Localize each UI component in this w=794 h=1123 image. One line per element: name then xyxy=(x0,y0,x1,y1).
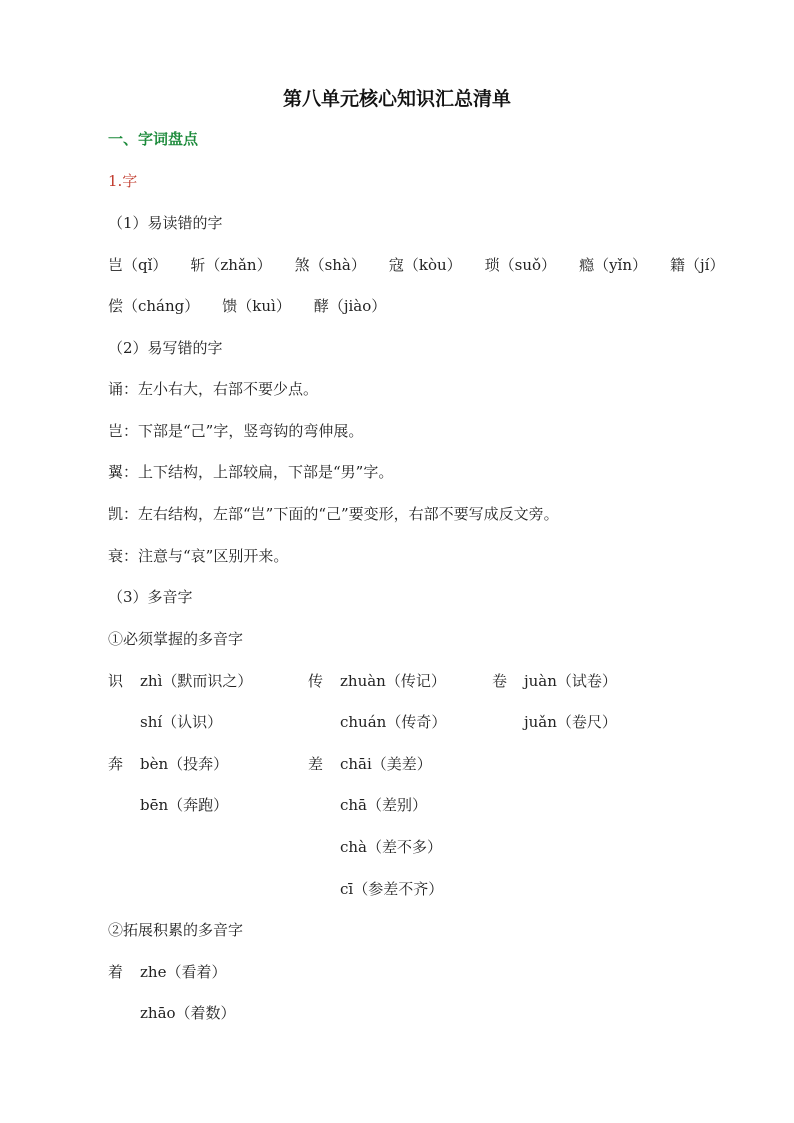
poly-reading: zhì（默而识之） xyxy=(140,672,253,690)
easy-write-note: 翼：上下结构，上部较扁，下部是“男”字。 xyxy=(108,463,394,481)
word-item: 偿（cháng） xyxy=(108,297,200,315)
part-heading-polyphonic: （3）多音字 xyxy=(108,588,193,606)
poly-reading: chā（差别） xyxy=(340,796,428,814)
part-heading-easy-read: （1）易读错的字 xyxy=(108,214,223,232)
poly-char: 识 xyxy=(108,672,124,690)
poly-reading: zhāo（着数） xyxy=(140,1004,236,1022)
easy-read-row-1 xyxy=(108,254,724,275)
extend-heading: ②拓展积累的多音字 xyxy=(108,921,244,939)
word-item: 斩（zhǎn） xyxy=(190,256,272,274)
must-know-heading: ①必须掌握的多音字 xyxy=(108,630,244,648)
word-item: 煞（shà） xyxy=(294,256,366,274)
word-item: 琐（suǒ） xyxy=(484,256,557,274)
word-item: 馈（kuì） xyxy=(222,297,291,315)
poly-char: 着 xyxy=(108,963,124,981)
poly-reading: bēn（奔跑） xyxy=(140,796,229,814)
poly-char: 卷 xyxy=(492,672,508,690)
easy-write-note: 诵：左小右大，右部不要少点。 xyxy=(108,380,319,398)
word-item: 酵（jiào） xyxy=(313,297,387,315)
page-title: 第八单元核心知识汇总清单 xyxy=(282,88,511,110)
poly-reading: shí（认识） xyxy=(140,713,223,731)
poly-reading: juàn（试卷） xyxy=(524,672,617,690)
word-item: 寇（kòu） xyxy=(388,256,462,274)
section-heading-words: 一、字词盘点 xyxy=(108,130,199,148)
poly-reading: zhe（看着） xyxy=(140,963,227,981)
poly-reading: chāi（美差） xyxy=(340,755,432,773)
poly-char: 传 xyxy=(308,672,324,690)
easy-write-note: 衰：注意与“哀”区别开来。 xyxy=(108,547,289,565)
part-heading-easy-write: （2）易写错的字 xyxy=(108,339,223,357)
poly-char: 奔 xyxy=(108,755,124,773)
poly-reading: zhuàn（传记） xyxy=(340,672,446,690)
poly-reading: juǎn（卷尺） xyxy=(524,713,617,731)
word-item: 岂（qǐ） xyxy=(108,256,168,274)
subsection-heading-characters: 1.字 xyxy=(108,172,138,190)
easy-read-row-2 xyxy=(108,295,409,316)
word-item: 瘾（yǐn） xyxy=(579,256,647,274)
poly-reading: bèn（投奔） xyxy=(140,755,229,773)
word-item: 籍（jí） xyxy=(670,256,725,274)
easy-write-note: 凯：左右结构，左部“岂”下面的“己”要变形，右部不要写成反文旁。 xyxy=(108,505,559,523)
easy-write-note: 岂：下部是“己”字，竖弯钩的弯伸展。 xyxy=(108,422,364,440)
poly-reading: chuán（传奇） xyxy=(340,713,447,731)
poly-char: 差 xyxy=(308,755,324,773)
poly-reading: chà（差不多） xyxy=(340,838,443,856)
poly-reading: cī（参差不齐） xyxy=(340,880,444,898)
